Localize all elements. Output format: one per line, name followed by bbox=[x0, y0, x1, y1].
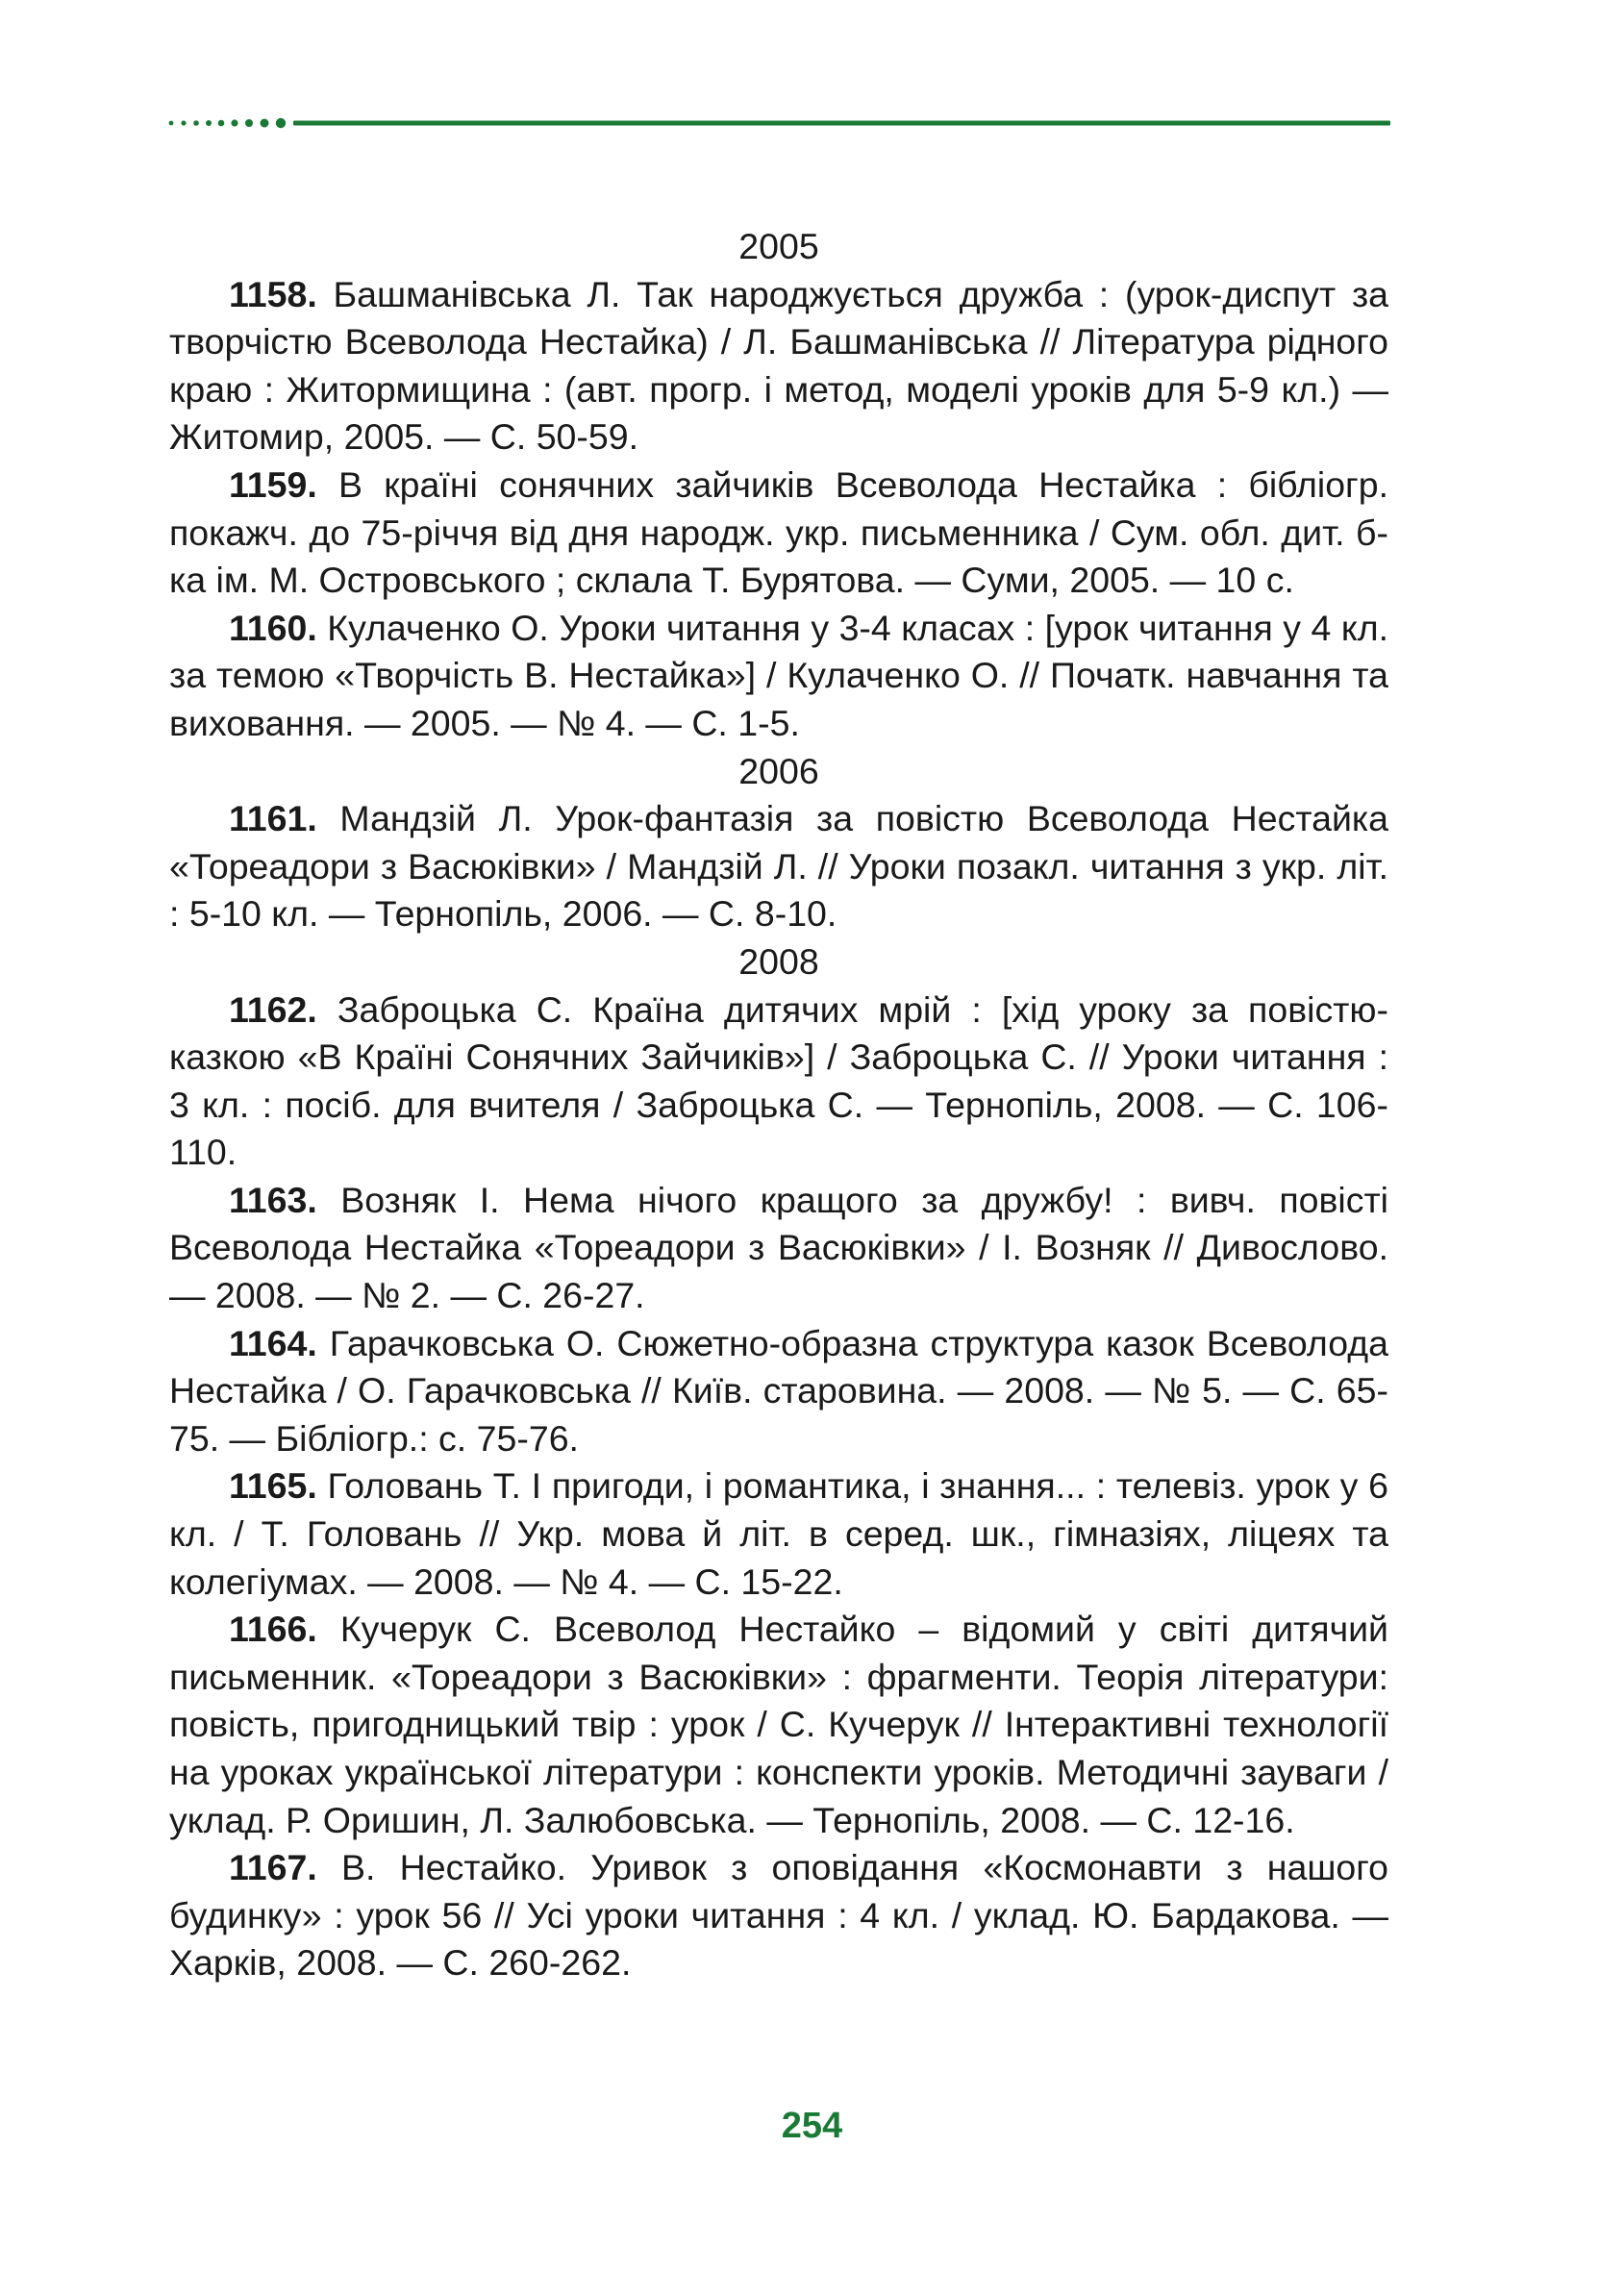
page-number: 254 bbox=[781, 2106, 843, 2146]
entry-text: Гарачковська О. Сюжетно-образна структура казок Всеволода Нестайка / О. Гарачковська // Київ. старовина. — 2008. — № 5. — С. 65-75. — Бібліогр.: с. 75-76. bbox=[169, 1322, 1388, 1459]
bibliography-list bbox=[169, 223, 1388, 1987]
year-heading-2005: 2005 bbox=[738, 226, 819, 266]
entry-1161 bbox=[169, 795, 1388, 938]
entry-1160 bbox=[169, 605, 1388, 748]
entry-1163 bbox=[169, 1177, 1388, 1320]
entry-text: Заброцька С. Країна дитячих мрій : [хід уроку за повістю-казкою «В Країні Сонячних Зайчиків»] / Заброцька С. // Уроки читання : 3 кл. : посіб. для вчителя / Заброцька С. — Тернопіль, 2008. — С. 106-110. bbox=[169, 988, 1388, 1173]
entry-number: 1164. bbox=[229, 1322, 317, 1363]
entry-number: 1166. bbox=[229, 1609, 317, 1650]
entry-number: 1162. bbox=[229, 988, 317, 1030]
entry-1166 bbox=[169, 1606, 1388, 1844]
entry-text: Мандзій Л. Урок-фантазія за повістю Всеволода Нестайка «Тореадори з Васюківки» / Мандзій Л. // Уроки позакл. читання з укр. літ. : 5-10 кл. — Тернопіль, 2006. — С. 8-10. bbox=[169, 798, 1388, 935]
entry-text: Кучерук С. Всеволод Нестайко – відомий у світі дитячий письменник. «Тореадори з Васюківки» : фрагменти. Теорія літератури: повість, пригодницький твір : урок / С. Кучерук // Інтерактивні технології на уроках української літератури : конспекти уроків. Методичні зауваги / уклад. Р. Оришин, Л. Залюбовська. — Тернопіль, 2008. — С. 12-16. bbox=[169, 1609, 1389, 1840]
entry-1164 bbox=[169, 1320, 1388, 1463]
entry-text: Башманівська Л. Так народжується дружба : (урок-диспут за творчістю Всеволода Нестайка) / Л. Башманівська // Література рідного краю : Житормищина : (авт. прогр. і метод, моделі уроків для 5-9 кл.) — Житомир, 2005. — С. 50-59. bbox=[169, 273, 1388, 458]
entry-number: 1163. bbox=[229, 1179, 317, 1220]
entry-text: Возняк І. Нема нічого кращого за дружбу! : вивч. повісті Всеволода Нестайка «Тореадори з Васюківки» / І. Возняк // Дивослово. — 2008. — № 2. — С. 26-27. bbox=[169, 1179, 1388, 1316]
entry-text: В країні сонячних зайчиків Всеволода Нестайка : бібліогр. покажч. до 75-річчя від дня народж. укр. письменника / Сум. обл. дит. б-ка ім. М. Островського ; склала Т. Бурятова. — Суми, 2005. — 10 с. bbox=[169, 463, 1389, 601]
entry-number: 1165. bbox=[229, 1465, 317, 1507]
year-heading-2008: 2008 bbox=[738, 940, 819, 982]
entry-number: 1158. bbox=[229, 273, 317, 314]
entry-1158 bbox=[169, 271, 1388, 462]
entry-1162 bbox=[169, 986, 1388, 1177]
entry-1159 bbox=[169, 462, 1388, 605]
entry-text: Головань Т. І пригоди, і романтика, і знання... : телевіз. урок у 6 кл. / Т. Головань // Укр. мова й літ. в серед. шк., гімназіях, ліцеях та колегіумах. — 2008. — № 4. — С. 15-22. bbox=[169, 1465, 1388, 1602]
entry-number: 1160. bbox=[229, 607, 317, 648]
entry-1167 bbox=[169, 1844, 1388, 1987]
entry-text: Кулаченко О. Уроки читання у 3-4 класах : [урок читання у 4 кл. за темою «Творчість В. Нестайка»] / Кулаченко О. // Початк. навчання та виховання. — 2005. — № 4. — С. 1-5. bbox=[169, 607, 1388, 743]
header-dotted-rule bbox=[167, 113, 1390, 133]
entry-number: 1161. bbox=[229, 798, 317, 839]
entry-text: В. Нестайко. Уривок з оповідання «Космонавти з нашого будинку» : урок 56 // Усі уроки читання : 4 кл. / уклад. Ю. Бардакова. — Харків, 2008. — С. 260-262. bbox=[169, 1847, 1388, 1984]
entry-number: 1159. bbox=[229, 463, 317, 505]
entry-1165 bbox=[169, 1462, 1388, 1606]
entry-number: 1167. bbox=[229, 1847, 317, 1888]
year-heading-2006: 2006 bbox=[738, 750, 819, 791]
